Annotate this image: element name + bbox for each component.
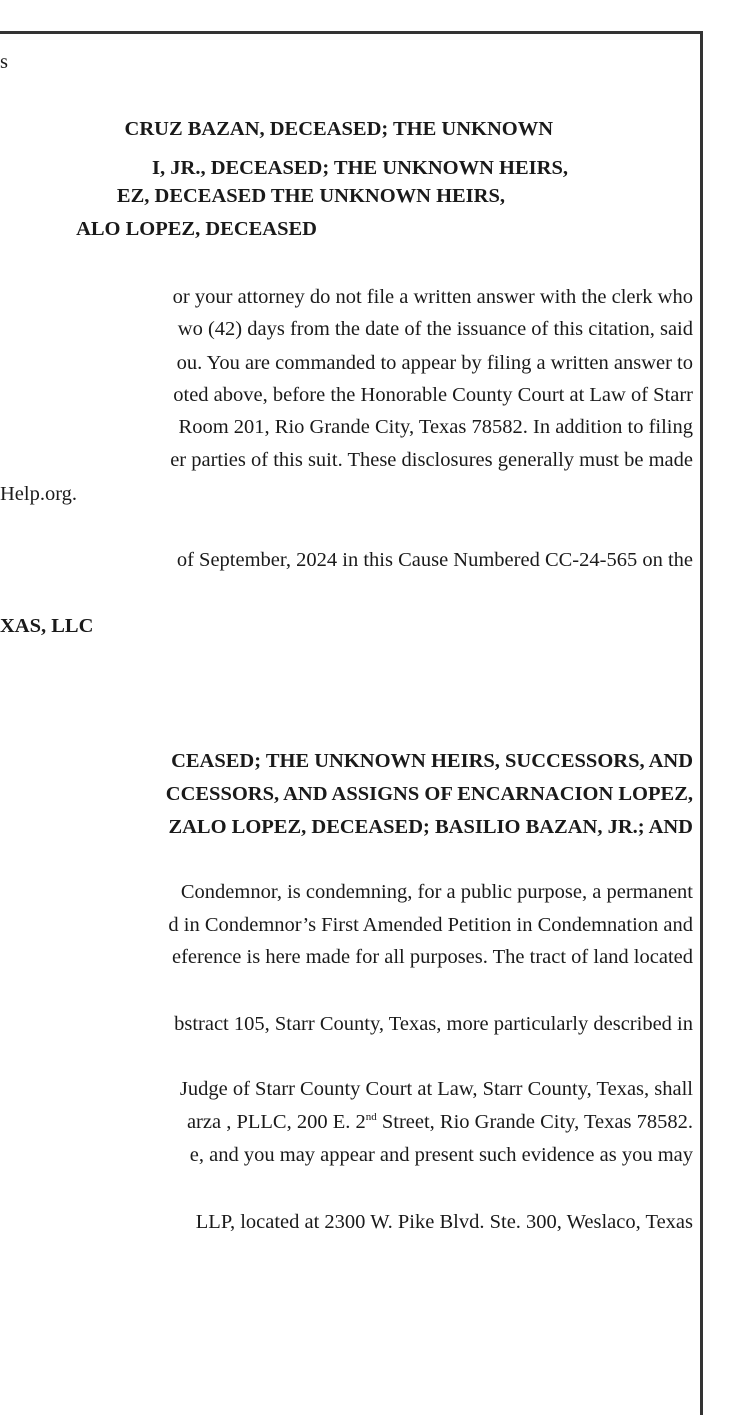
hearing-line-2-part-1: arza , PLLC, 200 E. 2 [186,1111,366,1133]
defendants-line-3: ZALO LOPEZ, DECEASED; BASILIO BAZAN, JR.; AND [168,816,693,838]
plaintiff-line: XAS, LLC [0,615,94,637]
hearing-line-1: Judge of Starr County Court at Law, Starr County, Texas, shall [179,1078,693,1100]
notice-line-2: wo (42) days from the date of the issuance of this citation, said [177,318,693,340]
hearing-line-3: e, and you may appear and present such evidence as you may [189,1144,693,1166]
ordinal-superscript: nd [365,1111,377,1124]
page-border-top [0,31,702,34]
notice-line-6: er parties of this suit. These disclosures generally must be made [170,449,693,471]
filing-line: of September, 2024 in this Cause Numbered CC-24-565 on the [176,549,693,571]
heirs-line-1: CRUZ BAZAN, DECEASED; THE UNKNOWN [124,118,553,140]
heirs-line-2: I, JR., DECEASED; THE UNKNOWN HEIRS, [152,157,568,179]
condemnation-line-3: eference is here made for all purposes. The tract of land located [172,946,693,968]
notice-line-5: Room 201, Rio Grande City, Texas 78582. In addition to filing [178,416,693,438]
condemnation-line-2: d in Condemnor’s First Amended Petition in Condemnation and [168,914,693,936]
defendants-line-1: CEASED; THE UNKNOWN HEIRS, SUCCESSORS, AND [171,750,693,772]
defendants-line-2: CCESSORS, AND ASSIGNS OF ENCARNACION LOPEZ, [165,783,693,805]
heirs-line-3: EZ, DECEASED THE UNKNOWN HEIRS, [116,185,505,207]
notice-line-3: ou. You are commanded to appear by filing a written answer to [176,352,693,374]
tract-line: bstract 105, Starr County, Texas, more particularly described in [174,1013,693,1035]
notice-line-4: oted above, before the Honorable County Court at Law of Starr [173,384,693,406]
hearing-line-2 [187,1110,693,1134]
header-fragment: s [0,51,8,73]
attorney-line: LLP, located at 2300 W. Pike Blvd. Ste. 300, Weslaco, Texas [195,1211,693,1233]
notice-line-7: Help.org. [0,483,78,505]
hearing-line-2-part-2: Street, Rio Grande City, Texas 78582. [376,1111,693,1133]
notice-line-1: or your attorney do not file a written answer with the clerk who [172,286,693,308]
page-border-right [700,31,703,1415]
heirs-line-4: ALO LOPEZ, DECEASED [76,218,317,240]
condemnation-line-1: Condemnor, is condemning, for a public purpose, a permanent [180,881,693,903]
